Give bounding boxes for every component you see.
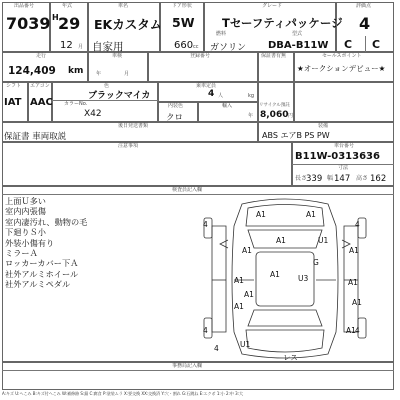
cc-unit: cc [193, 44, 199, 50]
chassis-type-label: 型式 [292, 31, 303, 37]
mileage-label: 走行 [36, 53, 47, 59]
warranty-label: 保証書有無 [261, 53, 287, 59]
inspection-year-unit: 年 [96, 71, 102, 77]
specs-value: ABS エアB PS PW [262, 131, 330, 140]
shift-label: シフト [6, 83, 22, 89]
mileage-value: 124,409 [8, 65, 56, 77]
inspection-note: ミラーＡ [5, 248, 38, 258]
interior-score: C [344, 38, 353, 51]
inspection-date-label: 車検 [112, 53, 123, 59]
sales-point-value: ★オークションデビュー★ [297, 64, 386, 73]
import-unit: 年 [248, 113, 254, 119]
width-value: 147 [334, 174, 351, 184]
inspection-note: 社外アルミペダル [5, 279, 71, 290]
legend-text: A:キズ U:へこみ B:キズ付へこみ W:補修跡 S:錆 C:腐食 P:塗装ムラ X:要交換 XX:交換済 Y:穴・割れ G:石跳ね E:エクボ 1:小 2:中 3:大 [2, 391, 244, 396]
color-label: 色 [104, 83, 110, 89]
bottom-mark: レス [283, 353, 298, 362]
frame-number: B11W-0313636 [295, 151, 380, 162]
damage-mark: A1 [234, 276, 244, 285]
damage-mark: A1 [256, 210, 266, 219]
tire-mark: 4 [203, 326, 208, 335]
seats-label: 乗車定員 [196, 83, 217, 89]
length-value: 339 [306, 174, 323, 184]
later-items-label: 後日発送書類 [118, 123, 149, 129]
lot-label: 出品番号 [14, 3, 35, 9]
ac-label: エアコン [30, 83, 50, 89]
year-value: 29 [58, 14, 81, 33]
notes-cell [2, 142, 292, 186]
color-no-label: カラーNo. [64, 101, 88, 107]
mileage-unit: km [68, 66, 84, 76]
damage-mark: A1 [276, 236, 286, 245]
lot-number: 7039 [6, 14, 51, 33]
inspection-note: 上面Ｕ多い [5, 196, 46, 206]
inspection-month-unit: 月 [124, 71, 130, 77]
tire-mark: 4 [355, 326, 360, 335]
door-value: 5W [172, 15, 195, 30]
recycle-label: リサイクル預託 [259, 103, 290, 108]
inspection-note: 下廻りＳ小 [5, 227, 46, 238]
length-label: 長さ [295, 175, 308, 182]
damage-mark: G [313, 258, 319, 267]
damage-mark: U1 [318, 236, 329, 245]
damage-mark: A1 [348, 278, 358, 287]
month-value: 12 [60, 40, 73, 51]
chassis-type-value: DBA-B11W [268, 40, 329, 51]
inspection-note: ロッカーカバー下Ａ [5, 258, 79, 269]
frame-label: 車台番号 [334, 143, 355, 149]
notes-label: 注意事項 [118, 143, 139, 149]
model-value: EKカスタム [94, 17, 163, 32]
door-label: ドア形状 [172, 3, 192, 9]
grade-value: Tセーフティパッケージ [222, 16, 343, 30]
damage-mark: U1 [240, 340, 251, 349]
inspection-label: 検査員記入欄 [172, 187, 203, 193]
fuel-label: 燃料 [216, 31, 227, 37]
seats-unit: 人 [218, 93, 224, 99]
grade-label: グレード [262, 3, 283, 9]
inspection-note: 社外アルミホイール [5, 268, 79, 279]
car-diagram [200, 196, 370, 362]
damage-mark: A1 [270, 270, 280, 279]
height-label: 高さ [356, 175, 369, 182]
damage-mark: A1 [242, 246, 252, 255]
damage-mark: A1 [346, 326, 356, 335]
color-no-value: X42 [84, 109, 102, 119]
usage-value: 自家用 [92, 41, 124, 53]
damage-mark: A1 [306, 210, 316, 219]
month-unit: 月 [78, 44, 84, 50]
specs-label: 装備 [318, 123, 329, 129]
damage-mark: A1 [349, 246, 359, 255]
cc-value: 660 [174, 40, 194, 51]
damage-mark: A1 [234, 302, 244, 311]
model-label: 車名 [118, 3, 129, 9]
office-label: 事務局記入欄 [172, 363, 203, 369]
score-value: 4 [359, 14, 371, 33]
exterior-score: C [372, 38, 381, 51]
recycle-value: 8,060 [260, 110, 289, 120]
year-label: 年式 [62, 3, 73, 9]
inspection-note: 外装小傷有り [5, 237, 55, 248]
damage-mark: U3 [298, 274, 309, 283]
fuel-value: ガソリン [210, 43, 247, 53]
sales-point-extension [294, 82, 394, 122]
era-label: H [52, 13, 59, 22]
interior-color-label: 内装色 [168, 103, 184, 109]
seats-value: 4 [208, 89, 215, 99]
later-items-value: 保証書 車両取説 [4, 132, 67, 142]
damage-mark: A1 [352, 298, 362, 307]
import-label: 輸入 [222, 103, 233, 109]
score-label: 評価点 [356, 3, 372, 9]
tire-mark: 4 [214, 344, 219, 353]
sales-point-label: セールスポイント [322, 53, 362, 59]
interior-color-value: クロ [166, 113, 184, 123]
tire-mark: 4 [355, 220, 360, 229]
recycle-unit: 円 [288, 113, 294, 119]
registration-label: 登録番号 [190, 53, 211, 59]
width-label: 幅 [327, 175, 334, 182]
inspection-note: 室内内張傷 [5, 206, 46, 217]
dims-label: 寸法 [338, 165, 349, 171]
shift-value: IAT [4, 97, 22, 108]
inspection-note: 室内凄汚れ、動物の毛 [5, 216, 88, 227]
height-value: 162 [370, 174, 387, 184]
load-unit: kg [248, 93, 255, 99]
tire-mark: 4 [203, 220, 208, 229]
damage-mark: A1 [244, 290, 254, 299]
ac-value: AAC [30, 97, 53, 108]
color-value: ブラックマイカ [88, 91, 151, 101]
